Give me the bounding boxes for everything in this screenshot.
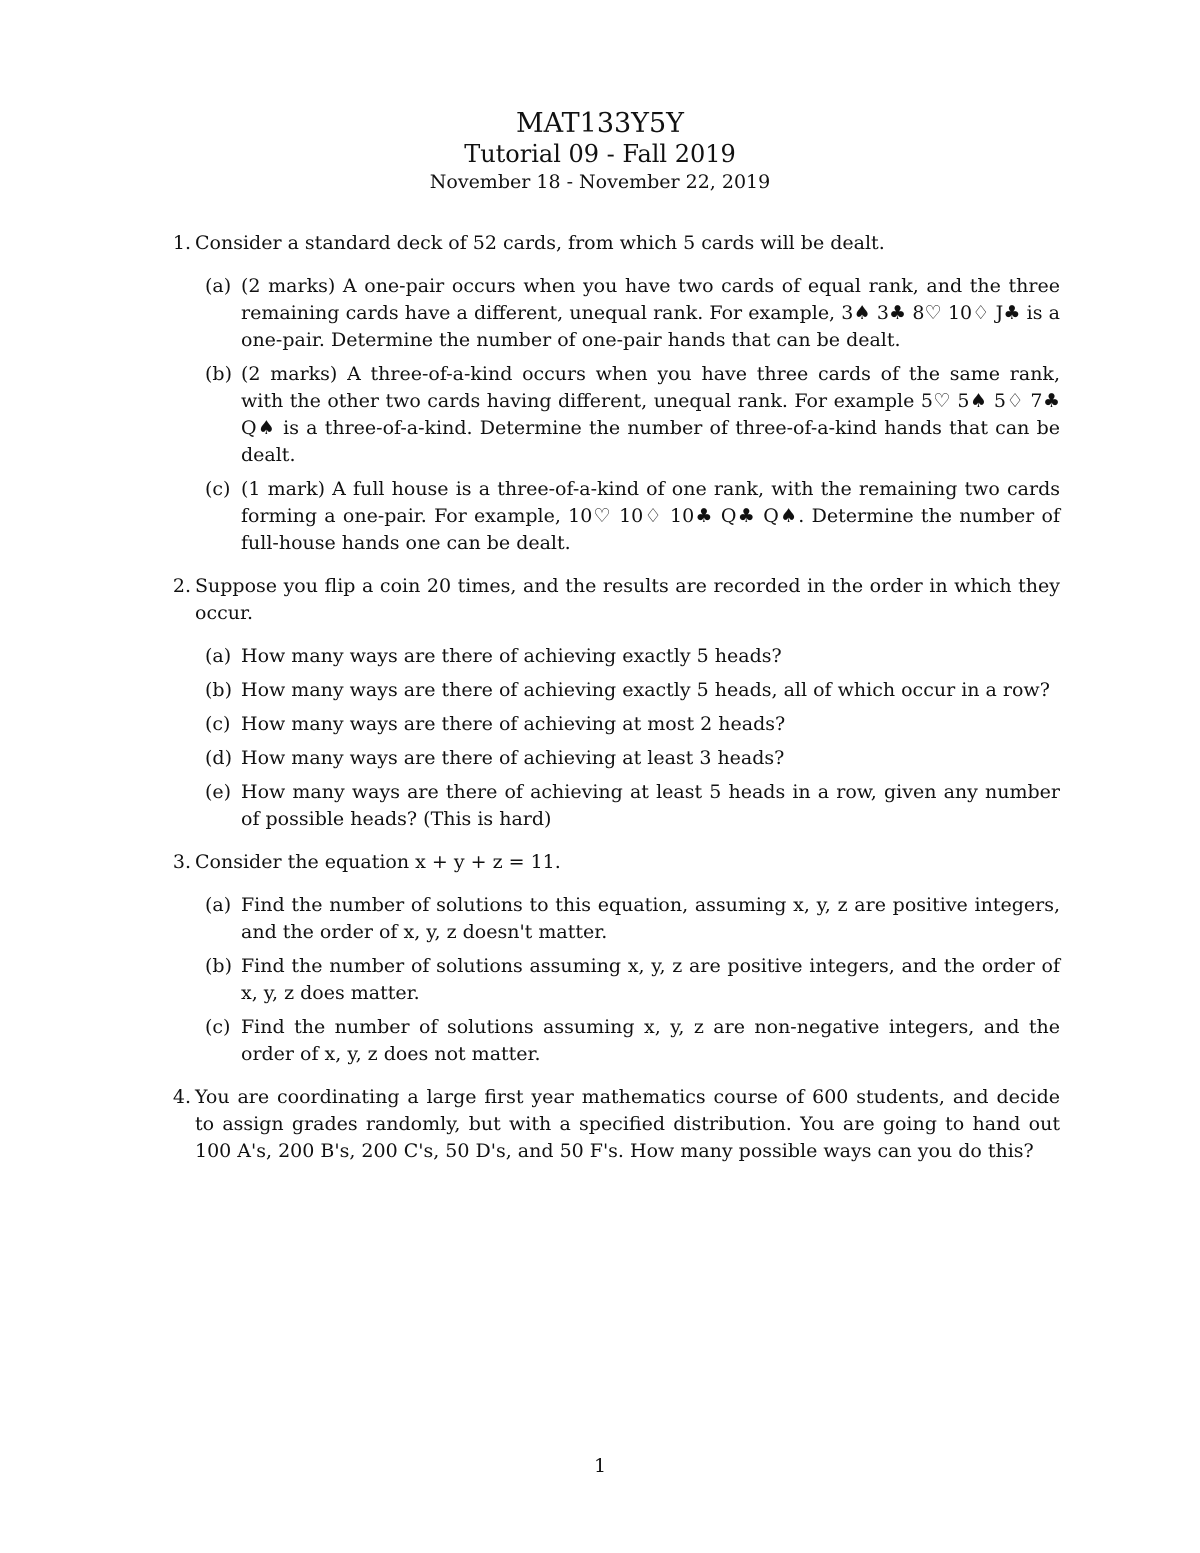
question-text: Consider a standard deck of 52 cards, from which 5 cards will be dealt. [195, 232, 885, 254]
question-parts [195, 643, 1060, 833]
question-part [195, 892, 1060, 946]
page-number: 1 [593, 1455, 607, 1477]
part-label: (c) [205, 478, 231, 500]
part-text: How many ways are there of achieving at least 5 heads in a row, given any number of possible heads? (This is hard) [241, 781, 1060, 830]
question-number: 1. [172, 232, 191, 254]
part-label: (a) [205, 894, 232, 916]
question-number: 2. [172, 575, 191, 597]
part-text: (1 mark) A full house is a three-of-a-kind of one rank, with the remaining two cards forming a one-pair. For example, 10♡ 10♢ 10♣ Q♣ Q♠. Determine the number of full-house hands one can be dealt. [241, 478, 1060, 554]
question-part [195, 745, 1060, 772]
question-part [195, 1014, 1060, 1068]
question-1 [163, 230, 1060, 557]
tutorial-dates: November 18 - November 22, 2019 [429, 171, 771, 193]
part-text: How many ways are there of achieving exactly 5 heads? [241, 645, 782, 667]
question-2 [163, 573, 1060, 833]
question-number: 3. [172, 851, 191, 873]
question-parts [195, 273, 1060, 557]
question-part [195, 677, 1060, 704]
question-part [195, 953, 1060, 1007]
question-text: You are coordinating a large first year mathematics course of 600 students, and decide to assign grades randomly, but with a specified distribution. You are going to hand out 100 A's, 200 B's, 200 C's, 50 D's, and 50 F's. How many possible ways can you do this? [195, 1086, 1060, 1162]
question-text: Consider the equation x + y + z = 11. [195, 851, 561, 873]
question-3 [163, 849, 1060, 1068]
part-text: (2 marks) A three-of-a-kind occurs when you have three cards of the same rank, with the other two cards having different, unequal rank. For example 5♡ 5♠ 5♢ 7♣ Q♠ is a three-of-a-kind. Determine the number of three-of-a-kind hands that can be dealt. [241, 363, 1060, 466]
part-text: How many ways are there of achieving exactly 5 heads, all of which occur in a row? [241, 679, 1050, 701]
part-label: (d) [205, 747, 232, 769]
part-label: (b) [205, 955, 232, 977]
part-label: (b) [205, 363, 232, 385]
part-text: (2 marks) A one-pair occurs when you have two cards of equal rank, and the three remaining cards have a different, unequal rank. For example, 3♠ 3♣ 8♡ 10♢ J♣ is a one-pair. Determine the number of one-pair hands that can be dealt. [241, 275, 1060, 351]
question-part [195, 361, 1060, 469]
question-text: Suppose you flip a coin 20 times, and the results are recorded in the order in which they occur. [195, 575, 1060, 624]
part-text: Find the number of solutions assuming x, y, z are non-negative integers, and the order of x, y, z does not matter. [241, 1016, 1060, 1065]
part-label: (a) [205, 645, 232, 667]
part-text: How many ways are there of achieving at least 3 heads? [241, 747, 785, 769]
question-part [195, 711, 1060, 738]
question-4 [163, 1084, 1060, 1165]
part-text: Find the number of solutions assuming x, y, z are positive integers, and the order of x, y, z does matter. [241, 955, 1060, 1004]
question-part [195, 273, 1060, 354]
tutorial-title: Tutorial 09 - Fall 2019 [464, 140, 736, 168]
question-parts [195, 892, 1060, 1068]
part-label: (e) [205, 781, 232, 803]
course-code: MAT133Y5Y [515, 108, 685, 139]
part-label: (a) [205, 275, 232, 297]
question-number: 4. [172, 1086, 191, 1108]
question-list [163, 230, 1060, 1181]
part-text: How many ways are there of achieving at most 2 heads? [241, 713, 786, 735]
question-part [195, 643, 1060, 670]
question-part [195, 476, 1060, 557]
part-text: Find the number of solutions to this equation, assuming x, y, z are positive integers, and the order of x, y, z doesn't matter. [241, 894, 1060, 943]
part-label: (c) [205, 713, 231, 735]
question-part [195, 779, 1060, 833]
part-label: (b) [205, 679, 232, 701]
part-label: (c) [205, 1016, 231, 1038]
